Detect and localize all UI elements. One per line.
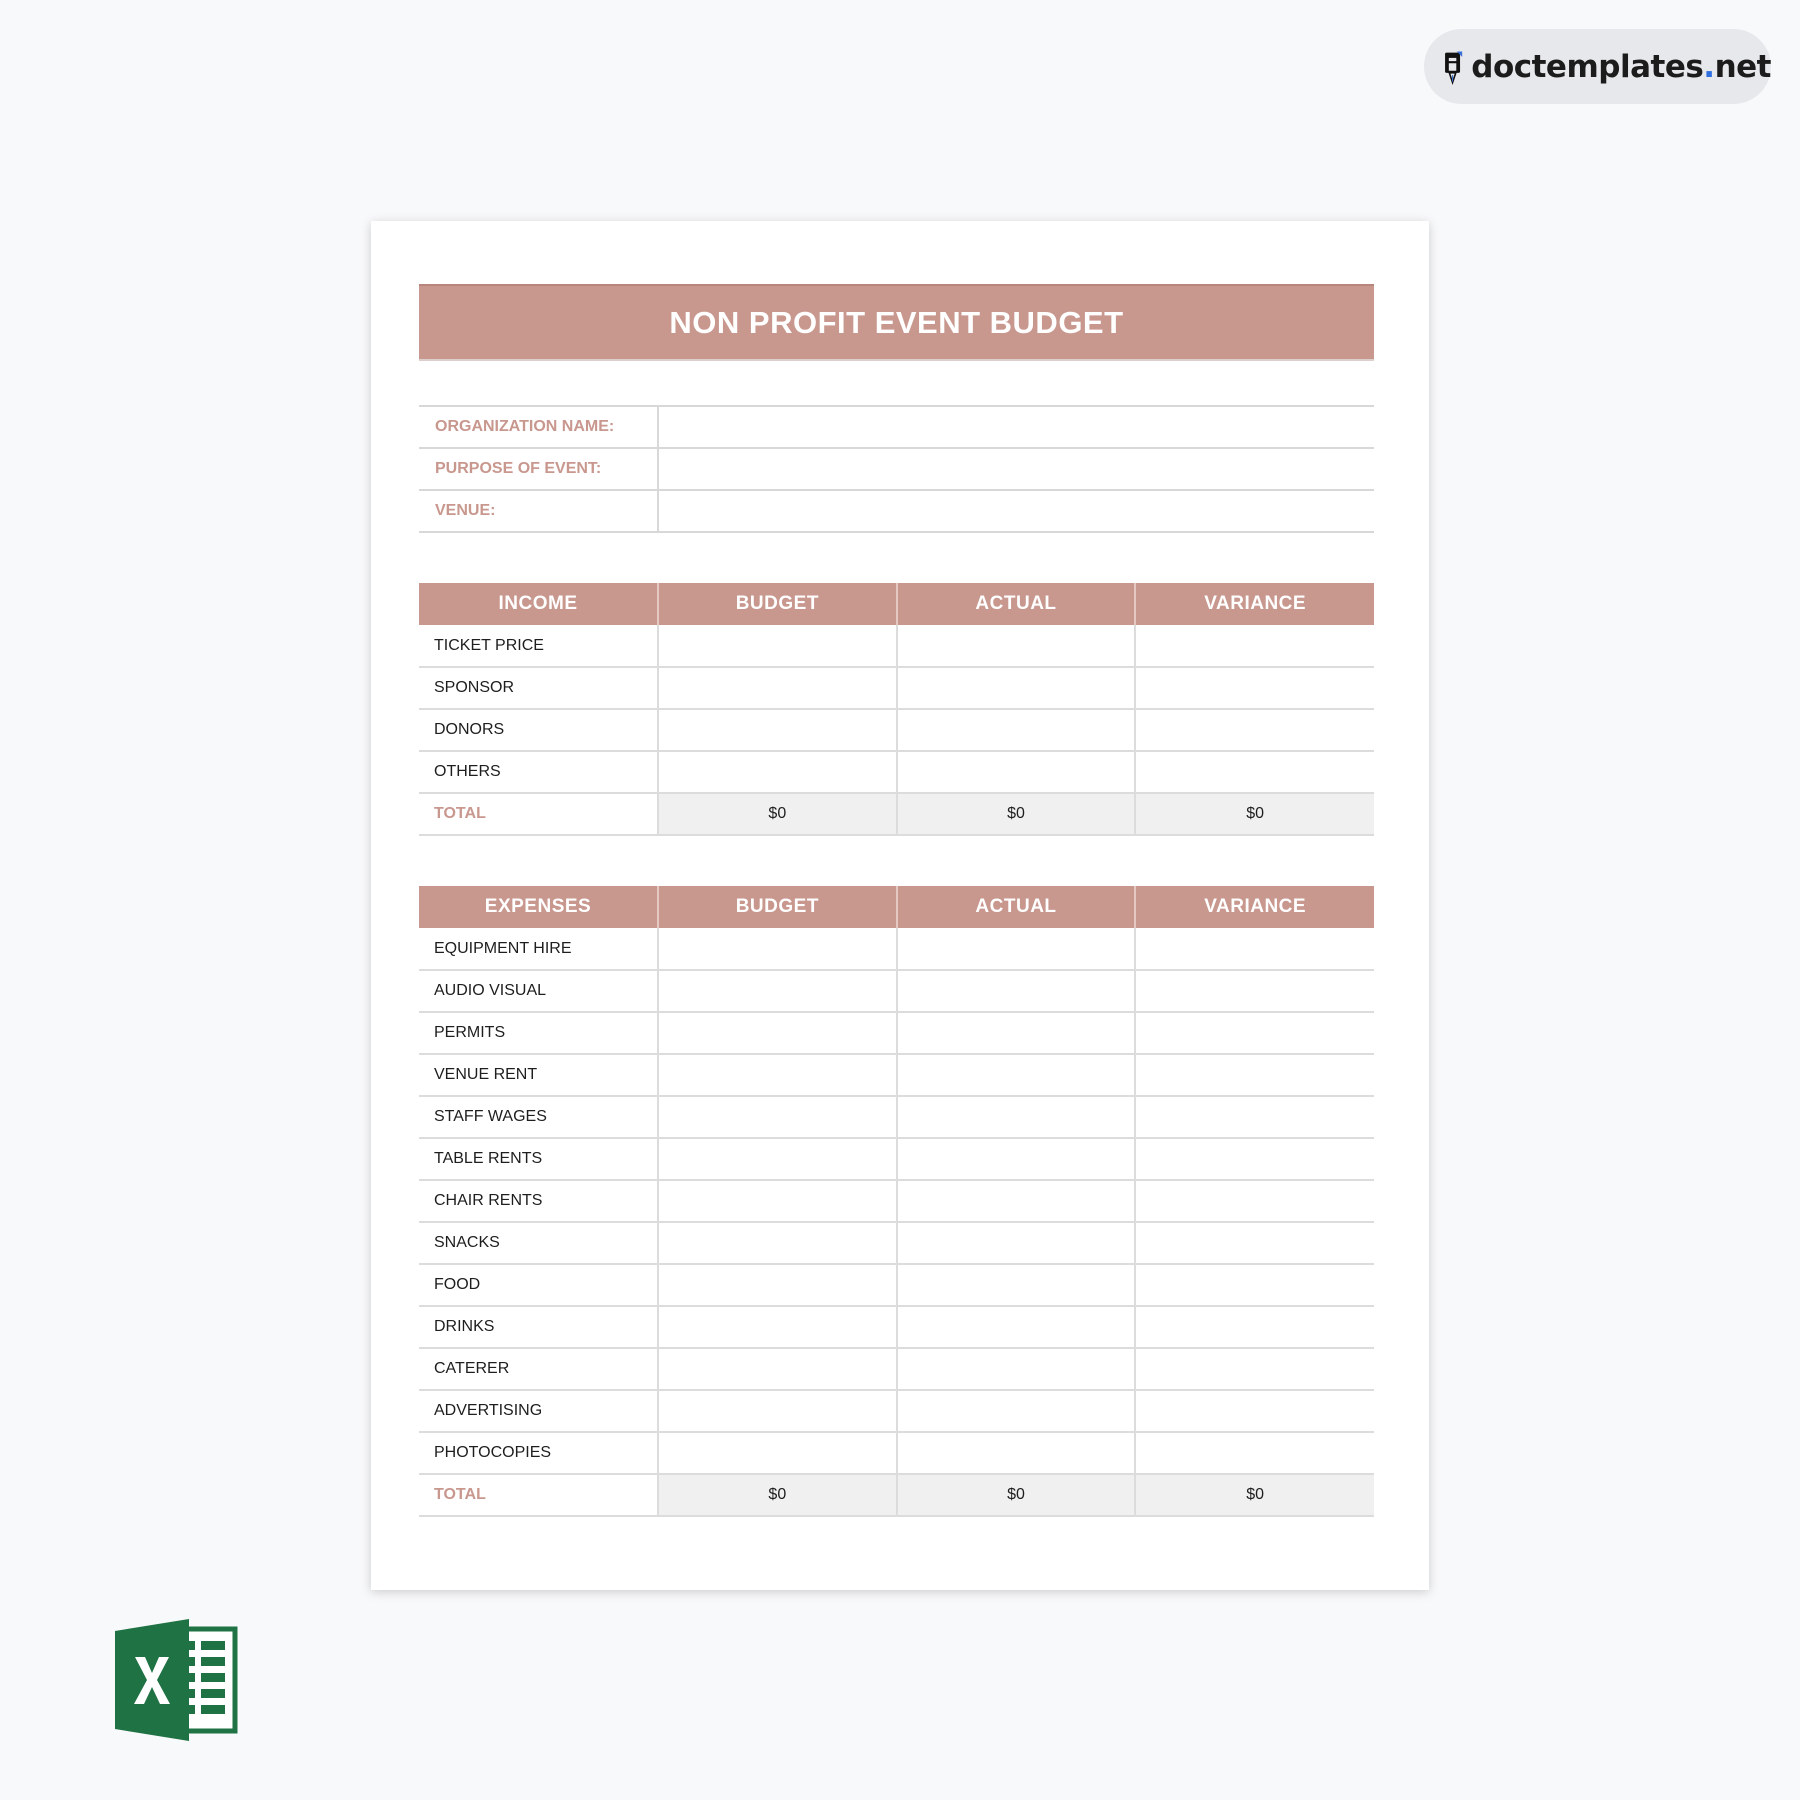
brand-logo[interactable]: [1424, 29, 1771, 104]
budget-cell[interactable]: [658, 1096, 897, 1138]
table-row: [419, 1138, 1374, 1180]
budget-header: BUDGET: [658, 583, 897, 625]
actual-cell[interactable]: [897, 1096, 1136, 1138]
actual-total: $0: [897, 1474, 1136, 1516]
budget-cell[interactable]: [658, 709, 897, 751]
budget-cell[interactable]: [658, 751, 897, 793]
row-label: DONORS: [419, 709, 658, 751]
row-label: DRINKS: [419, 1306, 658, 1348]
variance-total: $0: [1135, 793, 1374, 835]
budget-cell[interactable]: [658, 1348, 897, 1390]
row-label: EQUIPMENT HIRE: [419, 928, 658, 970]
actual-cell[interactable]: [897, 1012, 1136, 1054]
row-label: SNACKS: [419, 1222, 658, 1264]
budget-cell[interactable]: [658, 1138, 897, 1180]
total-label: TOTAL: [419, 1474, 658, 1516]
row-label: ADVERTISING: [419, 1390, 658, 1432]
row-label: PHOTOCOPIES: [419, 1432, 658, 1474]
actual-cell[interactable]: [897, 1432, 1136, 1474]
variance-cell[interactable]: [1135, 1432, 1374, 1474]
budget-cell[interactable]: [658, 1012, 897, 1054]
table-row: [419, 1390, 1374, 1432]
actual-cell[interactable]: [897, 1264, 1136, 1306]
variance-cell[interactable]: [1135, 1390, 1374, 1432]
table-row: [419, 1264, 1374, 1306]
table-row: [419, 1096, 1374, 1138]
table-row: [419, 751, 1374, 793]
table-row: [419, 1432, 1374, 1474]
organization-name-label: ORGANIZATION NAME:: [419, 406, 658, 448]
table-row: [419, 667, 1374, 709]
variance-header: VARIANCE: [1135, 886, 1374, 928]
budget-total: $0: [658, 793, 897, 835]
document-title: NON PROFIT EVENT BUDGET: [669, 304, 1124, 340]
expenses-total-row: [419, 1474, 1374, 1516]
income-header: INCOME: [419, 583, 658, 625]
income-table: [419, 583, 1374, 836]
variance-cell[interactable]: [1135, 928, 1374, 970]
excel-icon: [113, 1617, 239, 1743]
actual-cell[interactable]: [897, 1348, 1136, 1390]
title-banner: [419, 284, 1374, 361]
pen-nib-logo-icon: [1444, 36, 1463, 98]
table-row: [419, 625, 1374, 667]
budget-cell[interactable]: [658, 1054, 897, 1096]
budget-header: BUDGET: [658, 886, 897, 928]
income-header-row: [419, 583, 1374, 625]
table-row: [419, 1306, 1374, 1348]
budget-cell[interactable]: [658, 928, 897, 970]
variance-cell[interactable]: [1135, 1264, 1374, 1306]
table-row: [419, 970, 1374, 1012]
actual-cell[interactable]: [897, 751, 1136, 793]
row-label: TICKET PRICE: [419, 625, 658, 667]
actual-cell[interactable]: [897, 1138, 1136, 1180]
row-label: OTHERS: [419, 751, 658, 793]
variance-cell[interactable]: [1135, 1138, 1374, 1180]
actual-cell[interactable]: [897, 928, 1136, 970]
table-row: [419, 928, 1374, 970]
actual-cell[interactable]: [897, 625, 1136, 667]
document-page: [371, 221, 1429, 1590]
table-row: [419, 1054, 1374, 1096]
row-label: CATERER: [419, 1348, 658, 1390]
actual-cell[interactable]: [897, 1222, 1136, 1264]
budget-total: $0: [658, 1474, 897, 1516]
total-label: TOTAL: [419, 793, 658, 835]
event-info-table: [419, 405, 1374, 533]
variance-cell[interactable]: [1135, 1348, 1374, 1390]
variance-cell[interactable]: [1135, 751, 1374, 793]
variance-cell[interactable]: [1135, 1054, 1374, 1096]
variance-total: $0: [1135, 1474, 1374, 1516]
table-row: [419, 1348, 1374, 1390]
budget-cell[interactable]: [658, 667, 897, 709]
row-label: PERMITS: [419, 1012, 658, 1054]
variance-cell[interactable]: [1135, 667, 1374, 709]
table-row: [419, 1180, 1374, 1222]
budget-cell[interactable]: [658, 1390, 897, 1432]
variance-cell[interactable]: [1135, 1306, 1374, 1348]
actual-cell[interactable]: [897, 970, 1136, 1012]
info-row: [419, 448, 1374, 490]
row-label: SPONSOR: [419, 667, 658, 709]
variance-cell[interactable]: [1135, 709, 1374, 751]
table-row: [419, 709, 1374, 751]
venue-field[interactable]: [658, 490, 1374, 532]
actual-cell[interactable]: [897, 709, 1136, 751]
row-label: AUDIO VISUAL: [419, 970, 658, 1012]
variance-cell[interactable]: [1135, 1222, 1374, 1264]
budget-cell[interactable]: [658, 1222, 897, 1264]
row-label: STAFF WAGES: [419, 1096, 658, 1138]
info-row: [419, 406, 1374, 448]
actual-cell[interactable]: [897, 667, 1136, 709]
actual-header: ACTUAL: [897, 583, 1136, 625]
expenses-table: [419, 886, 1374, 1517]
row-label: CHAIR RENTS: [419, 1180, 658, 1222]
budget-cell[interactable]: [658, 625, 897, 667]
budget-cell[interactable]: [658, 1180, 897, 1222]
budget-cell[interactable]: [658, 1306, 897, 1348]
actual-header: ACTUAL: [897, 886, 1136, 928]
variance-cell[interactable]: [1135, 1012, 1374, 1054]
actual-cell[interactable]: [897, 1306, 1136, 1348]
purpose-of-event-field[interactable]: [658, 448, 1374, 490]
variance-cell[interactable]: [1135, 625, 1374, 667]
row-label: FOOD: [419, 1264, 658, 1306]
budget-cell[interactable]: [658, 1264, 897, 1306]
actual-cell[interactable]: [897, 1390, 1136, 1432]
variance-cell[interactable]: [1135, 1180, 1374, 1222]
variance-cell[interactable]: [1135, 1096, 1374, 1138]
variance-cell[interactable]: [1135, 970, 1374, 1012]
purpose-of-event-label: PURPOSE OF EVENT:: [419, 448, 658, 490]
actual-total: $0: [897, 793, 1136, 835]
budget-cell[interactable]: [658, 1432, 897, 1474]
row-label: TABLE RENTS: [419, 1138, 658, 1180]
expenses-header-row: [419, 886, 1374, 928]
table-row: [419, 1012, 1374, 1054]
budget-cell[interactable]: [658, 970, 897, 1012]
actual-cell[interactable]: [897, 1054, 1136, 1096]
row-label: VENUE RENT: [419, 1054, 658, 1096]
venue-label: VENUE:: [419, 490, 658, 532]
expenses-header: EXPENSES: [419, 886, 658, 928]
table-row: [419, 1222, 1374, 1264]
actual-cell[interactable]: [897, 1180, 1136, 1222]
income-total-row: [419, 793, 1374, 835]
variance-header: VARIANCE: [1135, 583, 1374, 625]
brand-name: doctemplates.net: [1471, 48, 1771, 85]
organization-name-field[interactable]: [658, 406, 1374, 448]
info-row: [419, 490, 1374, 532]
